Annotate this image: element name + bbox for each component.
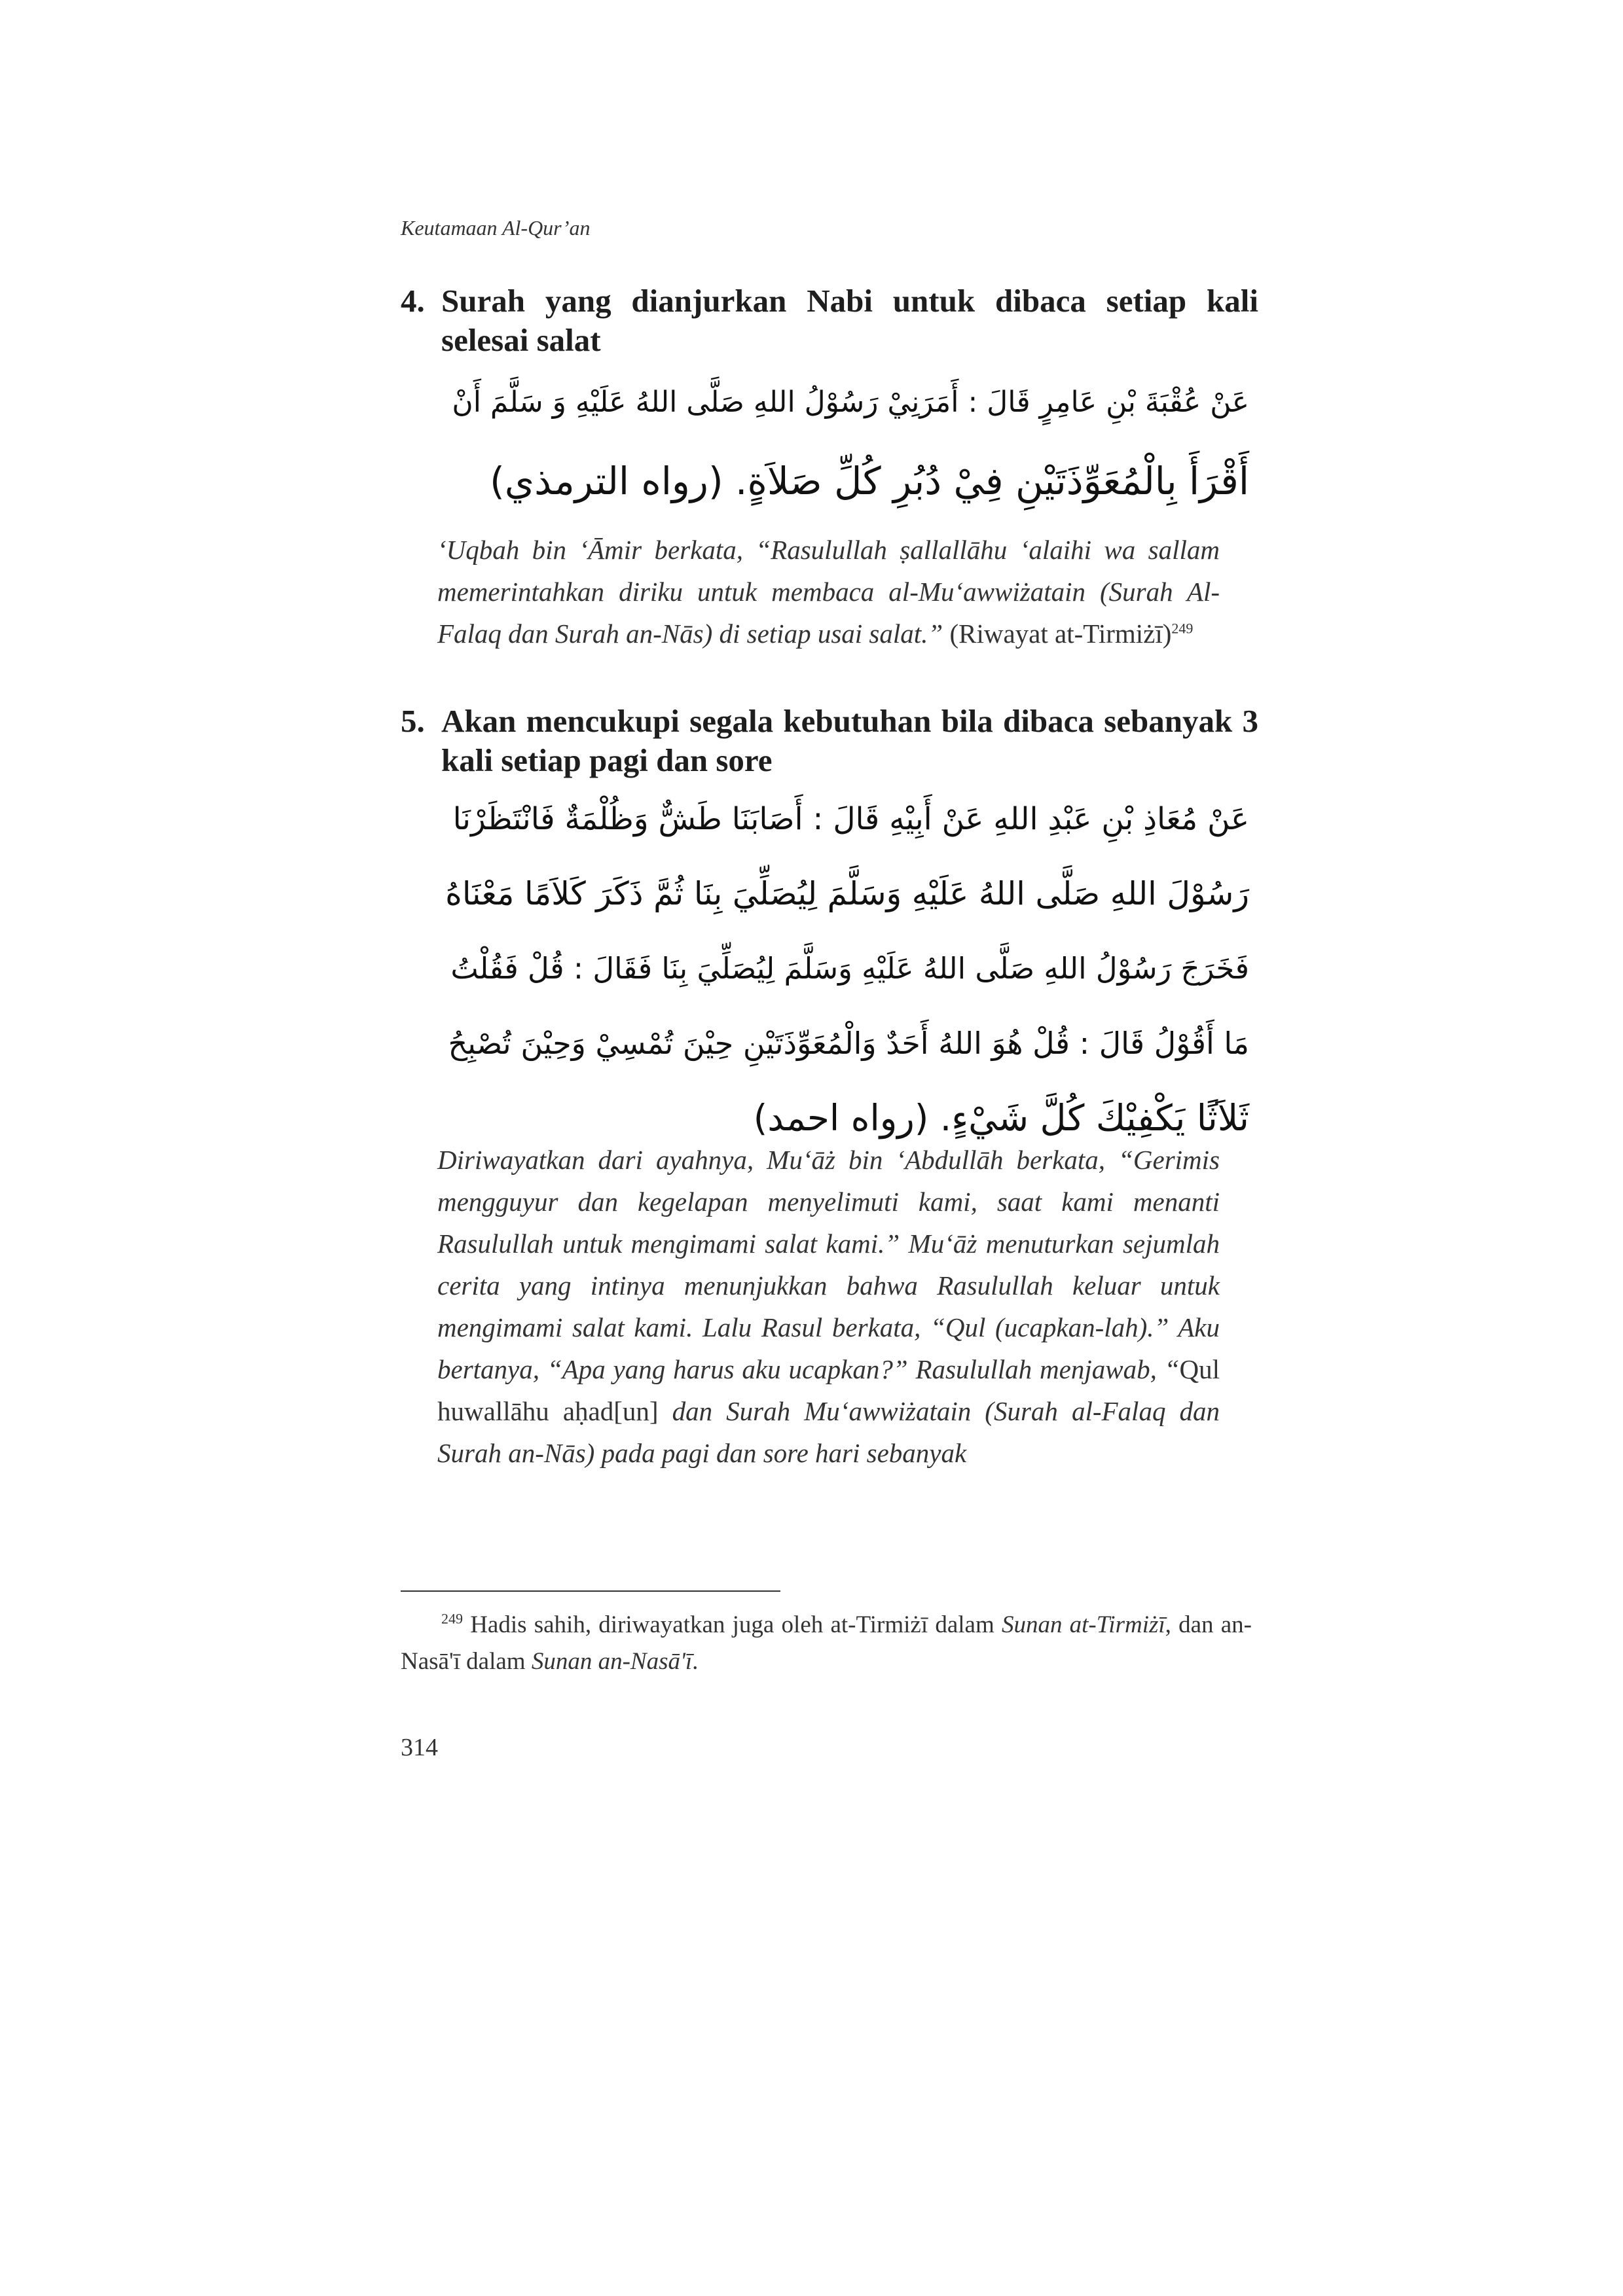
section-number: 4. xyxy=(401,283,425,319)
footnote-number: 249 xyxy=(441,1610,463,1627)
arabic-hadith-4 xyxy=(437,363,1249,520)
arabic-line: عَنْ عُقْبَةَ بْنِ عَامِرٍ قَالَ : أَمَرَنِيْ رَسُوْلُ اللهِ صَلَّى اللهُ عَلَيْهِ وَ سَلَّمَ أَنْ xyxy=(452,386,1249,419)
footnote xyxy=(401,1607,1252,1680)
translation-4 xyxy=(437,529,1220,655)
section-number: 5. xyxy=(401,703,425,739)
arabic-line: مَا أَقُوْلُ قَالَ : قُلْ هُوَ اللهُ أَحَدٌ وَالْمُعَوِّذَتَيْنِ حِيْنَ تُمْسِيْ وَحِيْنَ تُصْبِحُ xyxy=(448,1026,1249,1061)
footnote-text: , dan an-Nasā'ī dalam xyxy=(401,1611,1252,1675)
arabic-line: ثَلاَثًا يَكْفِيْكَ كُلَّ شَيْءٍ. (رواه احمد) xyxy=(753,1097,1249,1139)
translation-italic: dan Surah Mu‘awwiżatain (Surah al-Falaq dan Surah an-Nās) pada pagi dan sore hari sebanyak xyxy=(437,1396,1220,1468)
arabic-line: رَسُوْلَ اللهِ صَلَّى اللهُ عَلَيْهِ وَسَلَّمَ لِيُصَلِّيَ بِنَا ثُمَّ ذَكَرَ كَلاَمًا مَعْنَاهُ xyxy=(445,875,1249,912)
page-number: 314 xyxy=(401,1734,438,1761)
running-header: Keutamaan Al-Qur’an xyxy=(401,216,591,240)
section-heading-4 xyxy=(401,281,1258,360)
section-title: Akan mencukupi segala kebutuhan bila dibaca sebanyak 3 kali setiap pagi dan sore xyxy=(441,703,1258,778)
footnote-divider xyxy=(401,1590,780,1592)
translation-upright: Qul huwallāhu aḥad[un] xyxy=(437,1354,1220,1426)
translation-5 xyxy=(437,1139,1220,1474)
translation-italic: Diriwayatkan dari ayahnya, Mu‘āż bin ‘Abdullāh berkata, “Gerimis mengguyur dan kegelapan menyelimuti kami, saat kami menanti Rasulullah untuk mengimami salat kami.” Mu‘āż menuturkan sejumlah cerita yang intinya menunjukkan bahwa Rasulullah keluar untuk mengimami salat kami. Lalu Rasul berkata, “Qul (ucapkan-lah).” Aku bertanya, “Apa yang harus aku ucapkan?” Rasulullah menjawab, “ xyxy=(437,1145,1220,1384)
footnote-text: Hadis sahih, diriwayatkan juga oleh at-Tirmiżī dalam xyxy=(463,1611,1002,1638)
translation-source: (Riwayat at-Tirmiżī) xyxy=(949,619,1172,649)
footnote-ref: 249 xyxy=(1171,620,1194,637)
footnote-book-title: Sunan an-Nasā'ī xyxy=(531,1648,693,1675)
section-heading-5 xyxy=(401,702,1258,780)
arabic-line: أَقْرَأَ بِالْمُعَوِّذَتَيْنِ فِيْ دُبُرِ كُلِّ صَلاَةٍ. (رواه الترمذي) xyxy=(490,459,1249,503)
arabic-hadith-5 xyxy=(437,782,1249,1155)
footnote-book-title: Sunan at-Tirmiżī xyxy=(1001,1611,1165,1638)
translation-italic: ‘Uqbah bin ‘Āmir berkata, “Rasulullah ṣallallāhu ‘alaihi wa sallam memerintahkan diriku untuk membaca al-Mu‘awwiżatain (Surah Al-Falaq dan Surah an-Nās) di setiap usai salat.” xyxy=(437,535,1220,649)
section-title: Surah yang dianjurkan Nabi untuk dibaca setiap kali selesai salat xyxy=(441,283,1258,358)
arabic-line: فَخَرَجَ رَسُوْلُ اللهِ صَلَّى اللهُ عَلَيْهِ وَسَلَّمَ لِيُصَلِّيَ بِنَا فَقَالَ : قُلْ فَقُلْتُ xyxy=(450,951,1249,986)
footnote-text: . xyxy=(692,1648,699,1675)
arabic-line: عَنْ مُعَاذِ بْنِ عَبْدِ اللهِ عَنْ أَبِيْهِ قَالَ : أَصَابَنَا طَشٌّ وَظُلْمَةٌ فَانْتَظَرْنَا xyxy=(452,801,1249,837)
